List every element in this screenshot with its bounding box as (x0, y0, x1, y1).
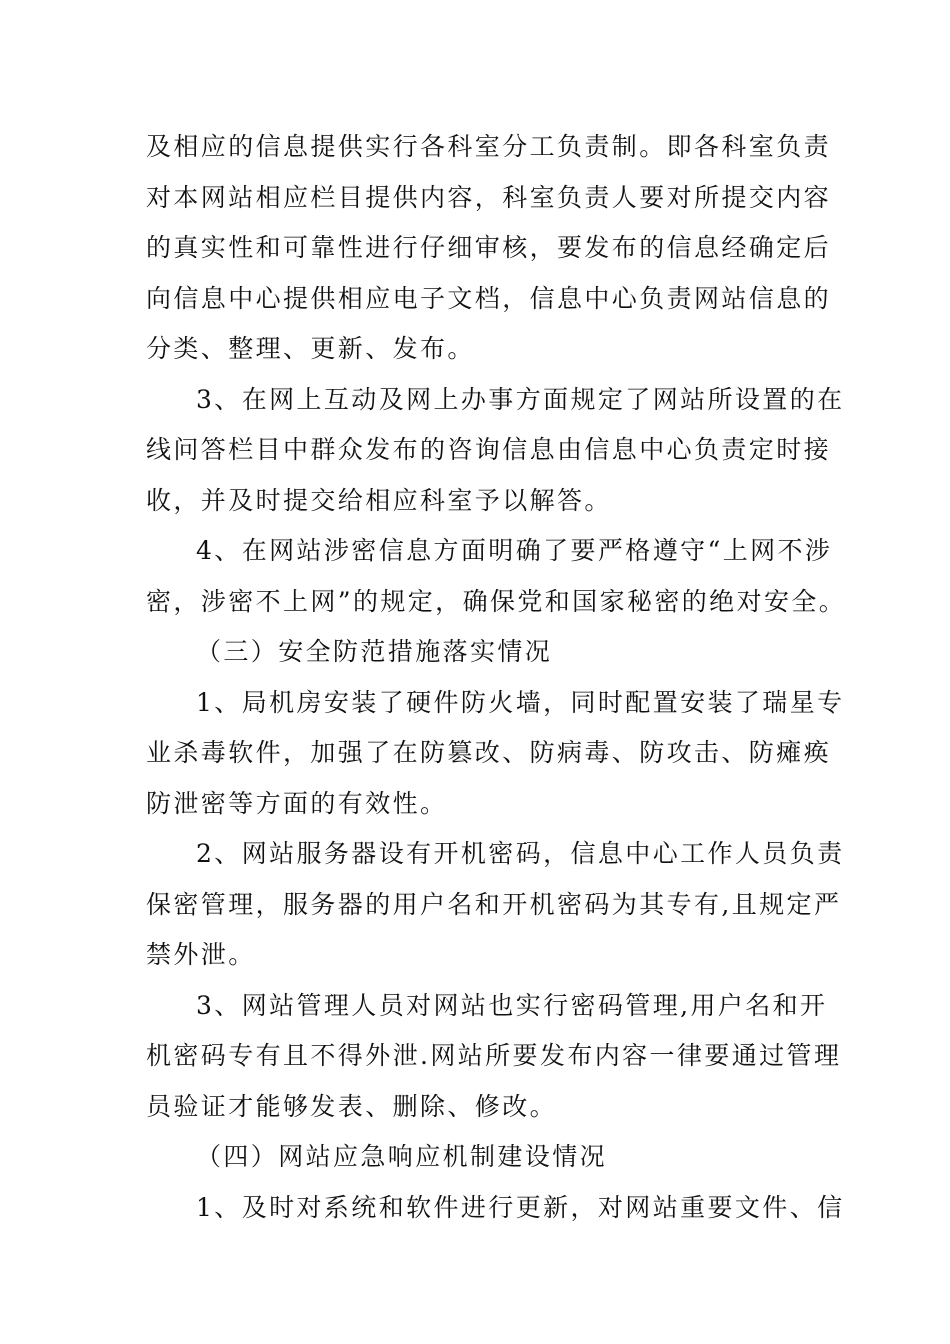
text-line: 的真实性和可靠性进行仔细审核，要发布的信息经确定后 (146, 233, 832, 262)
text-line: 4、在网站涉密信息方面明确了要严格遵守“上网不涉 (196, 536, 833, 565)
text-line: 3、在网上互动及网上办事方面规定了网站所设置的在 (196, 384, 845, 414)
text-line: 收，并及时提交给相应科室予以解答。 (146, 485, 612, 515)
text-line: 机密码专有且不得外泄.网站所要发布内容一律要通过管理 (146, 1041, 842, 1070)
text-line: 防泄密等方面的有效性。 (146, 788, 448, 818)
text-line: 1、及时对系统和软件进行更新，对网站重要文件、信 (196, 1192, 845, 1222)
text-line: 1、局机房安装了硬件防火墙，同时配置安装了瑞星专 (196, 687, 845, 717)
text-line: 分类、整理、更新、发布。 (146, 334, 475, 363)
document-body (146, 122, 847, 1233)
text-line: 向信息中心提供相应电子文档，信息中心负责网站信息的 (146, 283, 832, 313)
text-line: 业杀毒软件，加强了在防篡改、防病毒、防攻击、防瘫痪 (146, 738, 832, 767)
text-line: 及相应的信息提供实行各科室分工负责制。即各科室负责 (146, 132, 832, 161)
text-line: 3、网站管理人员对网站也实行密码管理,用户名和开 (196, 990, 828, 1020)
text-line: 对本网站相应栏目提供内容，科室负责人要对所提交内容 (146, 182, 832, 212)
text-line: （三）安全防范措施落实情况 (196, 637, 553, 666)
text-line: 保密管理，服务器的用户名和开机密码为其专有,且规定严 (146, 889, 842, 919)
text-line: （四）网站应急响应机制建设情况 (196, 1142, 608, 1171)
text-line: 禁外泄。 (146, 940, 256, 969)
text-line: 线问答栏目中群众发布的咨询信息由信息中心负责定时接 (146, 435, 832, 464)
text-line: 2、网站服务器设有开机密码，信息中心工作人员负责 (196, 839, 845, 868)
text-line: 员验证才能够发表、删除、修改。 (146, 1091, 558, 1121)
text-line: 密，涉密不上网”的规定，确保党和国家秘密的绝对安全。 (146, 586, 847, 616)
